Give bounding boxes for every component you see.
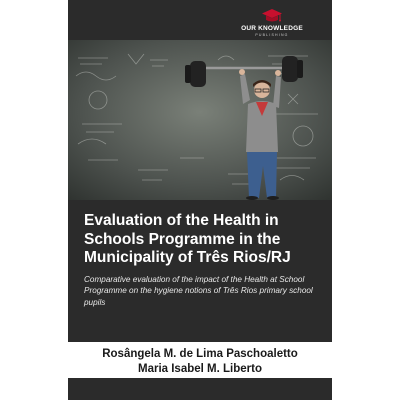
cover-photo xyxy=(68,40,332,200)
author-name: Maria Isabel M. Liberto xyxy=(138,363,262,375)
book-cover xyxy=(68,0,332,400)
publisher-logo xyxy=(232,8,312,37)
book-title: Evaluation of the Health in Schools Programme in the Municipality of Três Rios/RJ xyxy=(84,212,291,266)
title-block xyxy=(84,212,324,308)
book-subtitle: Comparative evaluation of the impact of the Health at School Programme on the hygiene notions of Três Rios primary school pupils xyxy=(84,274,313,307)
publisher-subtitle: PUBLISHING xyxy=(255,33,289,37)
authors-band xyxy=(68,342,332,378)
author-name: Rosângela M. de Lima Paschoaletto xyxy=(102,348,298,360)
publisher-name: OUR KNOWLEDGE xyxy=(241,25,303,32)
graduation-cap-icon xyxy=(261,8,283,24)
